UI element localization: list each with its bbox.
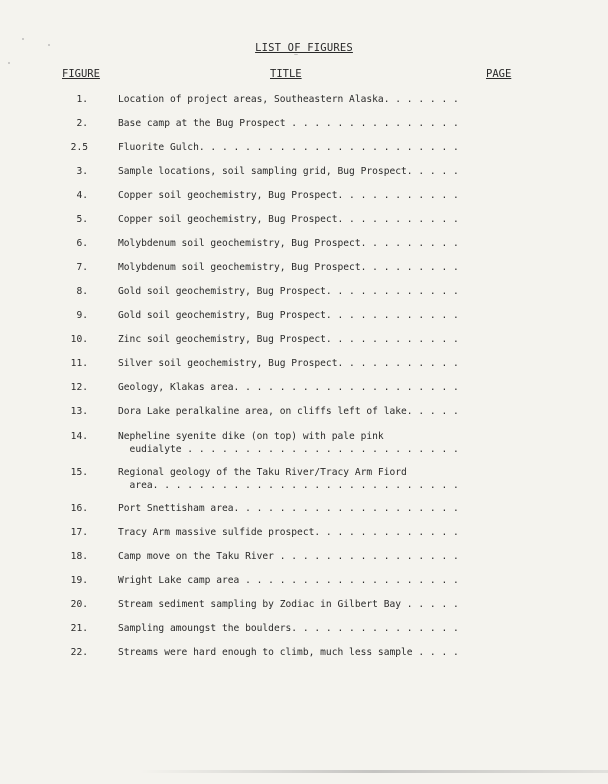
scan-speck (8, 62, 10, 64)
figure-number: 5. (76, 214, 88, 225)
figure-title: Sampling amoungst the boulders. . . . . . . . . . . . . . . (118, 623, 459, 634)
figure-title: Silver soil geochemistry, Bug Prospect. . . . . . . . . . . (118, 358, 459, 369)
figure-title: Gold soil geochemistry, Bug Prospect. . . . . . . . . . . . (118, 310, 459, 321)
figure-title: Location of project areas, Southeastern Alaska. . . . . . . (118, 94, 459, 105)
figure-title: Geology, Klakas area. . . . . . . . . . . . . . . . . . . . (118, 382, 459, 393)
figure-number: 16. (70, 503, 88, 514)
figure-number: 3. (76, 166, 88, 177)
figure-title: Regional geology of the Taku River/Tracy Arm Fiord area. . . . . . . . . . . . . . . . . . . . . . . . . . . (118, 467, 459, 491)
figure-title: Molybdenum soil geochemistry, Bug Prospect. . . . . . . . . (118, 238, 459, 249)
figure-title: Wright Lake camp area . . . . . . . . . . . . . . . . . . . (118, 575, 459, 586)
figure-number: 7. (76, 262, 88, 273)
figure-number: 21. (70, 623, 88, 634)
figure-title: Port Snettisham area. . . . . . . . . . . . . . . . . . . . (118, 503, 459, 514)
figure-title: Copper soil geochemistry, Bug Prospect. . . . . . . . . . . (118, 190, 459, 201)
figure-title: Sample locations, soil sampling grid, Bug Prospect. . . . . (118, 166, 459, 177)
figure-title: Camp move on the Taku River . . . . . . . . . . . . . . . . (118, 551, 459, 562)
figure-number: 1. (76, 94, 88, 105)
figure-title: Fluorite Gulch. . . . . . . . . . . . . . . . . . . . . . . (118, 142, 459, 153)
figure-title: Base camp at the Bug Prospect . . . . . . . . . . . . . . . (118, 118, 459, 129)
scan-speck (22, 38, 24, 40)
figure-number: 11. (70, 358, 88, 369)
figure-number: 15. (70, 467, 88, 478)
column-header-title: TITLE (270, 68, 302, 80)
figure-number: 9. (76, 310, 88, 321)
figure-number: 22. (70, 647, 88, 658)
figure-number: 6. (76, 238, 88, 249)
figure-number: 12. (70, 382, 88, 393)
figure-number: 2. (76, 118, 88, 129)
figure-title: Nepheline syenite dike (on top) with pale pink eudialyte . . . . . . . . . . . . . . . . . . . . . . . . (118, 431, 459, 455)
figure-number: 4. (76, 190, 88, 201)
figure-title: Gold soil geochemistry, Bug Prospect. . . . . . . . . . . . (118, 286, 459, 297)
figure-number: 13. (70, 406, 88, 417)
figure-title: Dora Lake peralkaline area, on cliffs left of lake. . . . . (118, 406, 459, 417)
figure-number: 2.5 (70, 142, 88, 153)
figure-number: 8. (76, 286, 88, 297)
figure-title: Streams were hard enough to climb, much less sample . . . . (118, 647, 459, 658)
column-header-page: PAGE (486, 68, 512, 80)
column-header-figure: FIGURE (62, 68, 100, 80)
figure-number: 18. (70, 551, 88, 562)
page-title: LIST OF FIGURES (255, 42, 353, 54)
figure-number: 10. (70, 334, 88, 345)
figure-number: 19. (70, 575, 88, 586)
scan-speck (294, 54, 298, 55)
figure-title: Tracy Arm massive sulfide prospect. . . . . . . . . . . . . (118, 527, 459, 538)
figure-title: Copper soil geochemistry, Bug Prospect. . . . . . . . . . . (118, 214, 459, 225)
scan-speck (48, 44, 50, 46)
figure-title: Molybdenum soil geochemistry, Bug Prospect. . . . . . . . . (118, 262, 459, 273)
scan-edge-shadow (140, 770, 608, 773)
figure-title: Stream sediment sampling by Zodiac in Gilbert Bay . . . . . (118, 599, 459, 610)
figure-number: 20. (70, 599, 88, 610)
figure-number: 17. (70, 527, 88, 538)
figure-number: 14. (70, 431, 88, 442)
figure-title: Zinc soil geochemistry, Bug Prospect. . . . . . . . . . . . (118, 334, 459, 345)
